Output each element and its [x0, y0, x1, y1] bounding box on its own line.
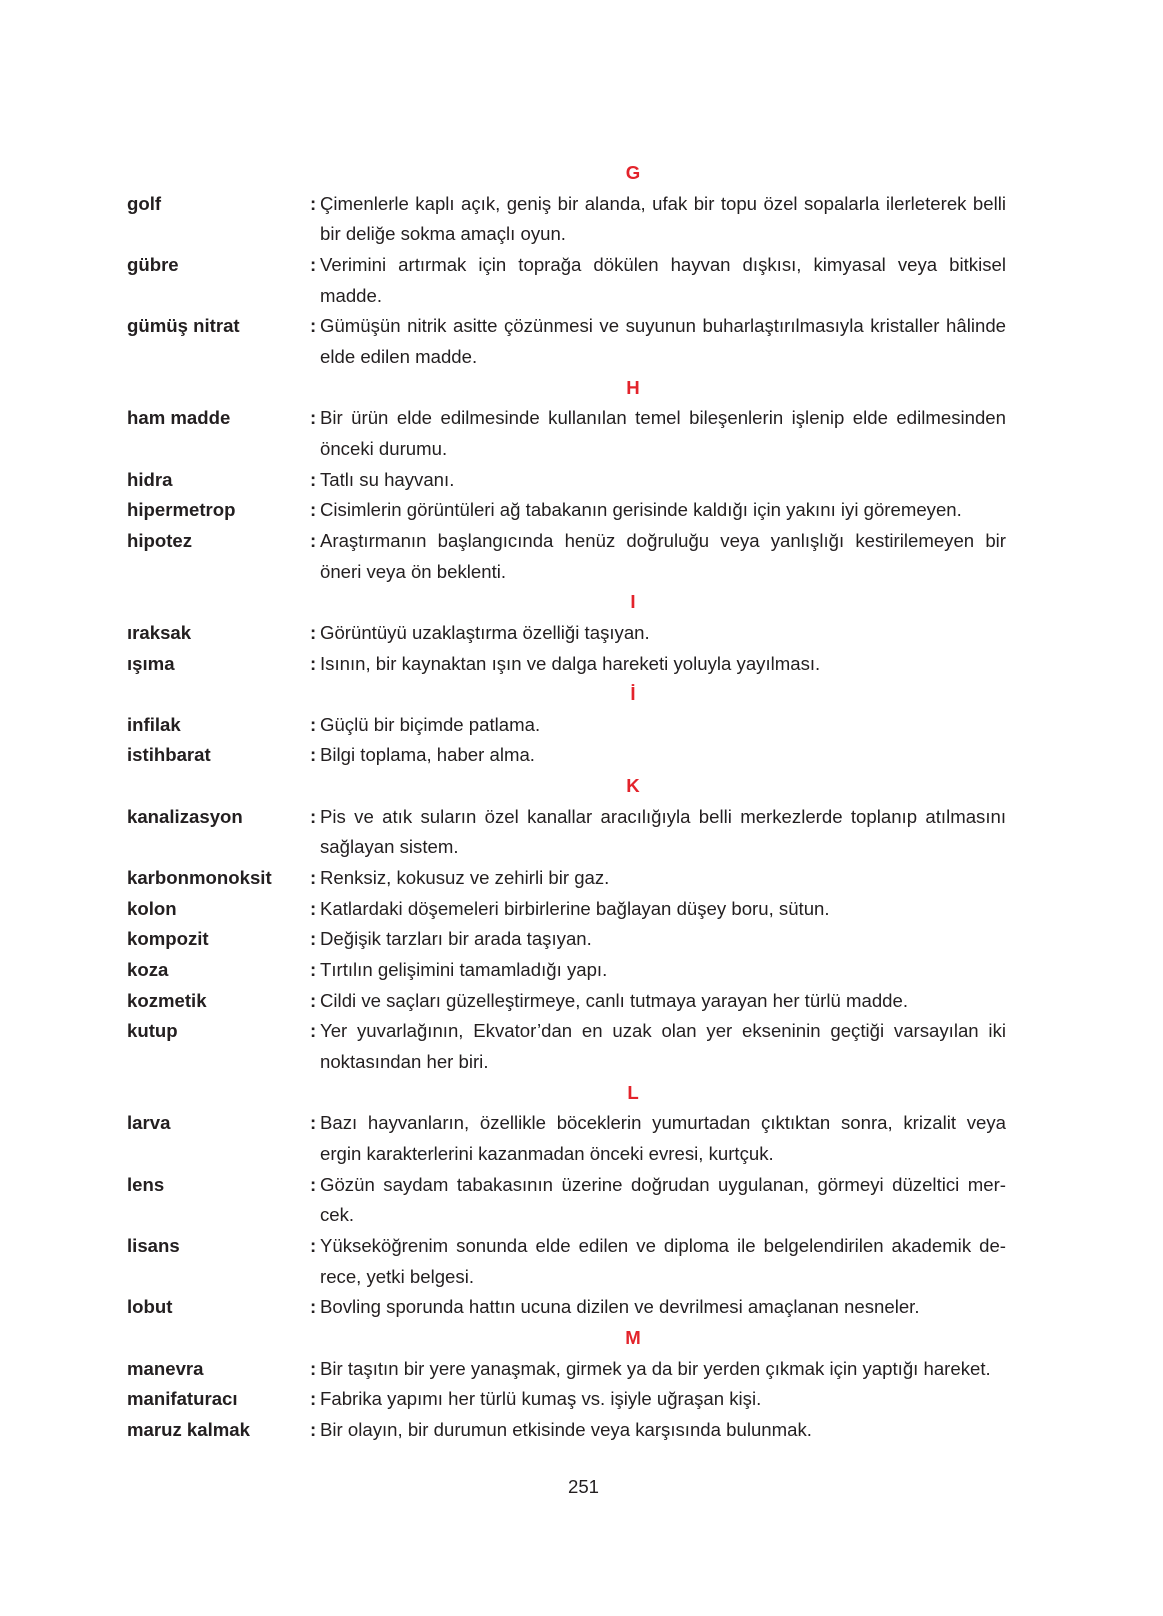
definition-line: Tatlı su hayvanı. — [320, 468, 455, 490]
definition — [310, 311, 1006, 372]
colon: : — [310, 928, 317, 950]
definition-line: Cildi ve saçları güzelleştirmeye, canlı tutmaya yarayan her türlü madde. — [320, 989, 909, 1011]
definition — [310, 1354, 1006, 1385]
definition-line: Gümüşün nitrik asitte çözünmesi ve suyunun buharlaştırılmasıyla kristaller hâlinde — [320, 315, 1006, 337]
definition-line: Verimini artırmak için toprağa dökülen hayvan dışkısı, kimyasal veya bitkisel — [320, 253, 1006, 275]
definition-line: Bir ürün elde edilmesinde kullanılan temel bileşenlerin işlenip elde edilmesinden — [320, 407, 1006, 429]
term: gübre — [127, 253, 179, 275]
colon: : — [310, 867, 317, 889]
definition — [310, 863, 1006, 894]
term: gümüş nitrat — [127, 315, 240, 337]
section-letter: K — [626, 775, 640, 797]
term: manifaturacı — [127, 1388, 238, 1410]
colon: : — [310, 253, 317, 275]
glossary-entry — [127, 894, 1007, 925]
term: hipotez — [127, 529, 193, 551]
definition-line: Güçlü bir biçimde patlama. — [320, 713, 541, 735]
term: karbonmonoksit — [127, 867, 272, 889]
definition-line: Cisimlerin görüntüleri ağ tabakanın gerisinde kaldığı için yakını iyi göremeyen. — [320, 499, 962, 521]
term: koza — [127, 959, 169, 981]
term: kanalizasyon — [127, 805, 243, 827]
glossary-entry — [127, 924, 1007, 955]
term: kutup — [127, 1020, 178, 1042]
colon: : — [310, 1173, 317, 1195]
definition-line: rece, yetki belgesi. — [320, 1265, 474, 1287]
glossary-section — [127, 1323, 1007, 1446]
definition-line: Tırtılın gelişimini tamamladığı yapı. — [320, 959, 608, 981]
term: maruz kalmak — [127, 1418, 250, 1440]
definition — [310, 802, 1006, 863]
glossary-entry — [127, 863, 1007, 894]
definition-line: sağlayan sistem. — [320, 836, 459, 858]
definition-line: Fabrika yapımı her türlü kumaş vs. işiyle uğraşan kişi. — [320, 1388, 762, 1410]
glossary-section — [127, 679, 1007, 771]
term: ham madde — [127, 407, 231, 429]
term: lisans — [127, 1234, 180, 1256]
definition — [310, 894, 1006, 925]
definition-line: Bir olayın, bir durumun etkisinde veya karşısında bulunmak. — [320, 1418, 812, 1440]
term: hidra — [127, 468, 173, 490]
section-letter: İ — [630, 683, 636, 705]
glossary-entry — [127, 526, 1007, 587]
section-letter: M — [625, 1326, 641, 1348]
term: hipermetrop — [127, 499, 236, 521]
definition-line: Bazı hayvanların, özellikle böceklerin yumurtadan çıktıktan sonra, krizalit veya — [320, 1112, 1006, 1134]
term: ışıma — [127, 652, 175, 674]
glossary-entry — [127, 1415, 1007, 1446]
definition-line: önceki durumu. — [320, 437, 448, 459]
glossary-section — [127, 587, 1007, 679]
term: kozmetik — [127, 989, 207, 1011]
definition-line: Çimenlerle kaplı açık, geniş bir alanda, ufak bir topu özel sopalarla ilerleterek belli — [320, 192, 1006, 214]
section-letter: H — [626, 376, 640, 398]
glossary-entry — [127, 802, 1007, 863]
term: istihbarat — [127, 744, 211, 766]
colon: : — [310, 959, 317, 981]
section-letter: I — [630, 591, 636, 613]
glossary — [127, 158, 1007, 1446]
glossary-entry — [127, 1016, 1007, 1077]
glossary-section — [127, 373, 1007, 588]
glossary-section — [127, 1078, 1007, 1323]
glossary-entry — [127, 311, 1007, 372]
definition — [310, 924, 1006, 955]
colon: : — [310, 499, 317, 521]
definition-line: elde edilen madde. — [320, 345, 478, 367]
section-letter: G — [625, 162, 641, 183]
glossary-entry — [127, 1292, 1007, 1323]
definition — [310, 1415, 1006, 1446]
definition — [310, 986, 1006, 1017]
term: kolon — [127, 897, 177, 919]
colon: : — [310, 468, 317, 490]
term: larva — [127, 1112, 171, 1134]
colon: : — [310, 621, 317, 643]
term: manevra — [127, 1357, 204, 1379]
colon: : — [310, 805, 317, 827]
definition — [310, 189, 1006, 250]
definition-line: cek. — [320, 1204, 355, 1226]
term: infilak — [127, 713, 181, 735]
colon: : — [310, 897, 317, 919]
definition-line: Katlardaki döşemeleri birbirlerine bağlayan düşey boru, sütun. — [320, 897, 830, 919]
definition-line: Pis ve atık suların özel kanallar aracılığıyla belli merkezlerde toplanıp atılmasını — [320, 805, 1006, 827]
glossary-entry — [127, 1108, 1007, 1169]
definition — [310, 1108, 1006, 1169]
definition — [310, 1384, 1006, 1415]
colon: : — [310, 192, 317, 214]
glossary-entry — [127, 465, 1007, 496]
definition — [310, 1292, 1006, 1323]
definition-line: bir deliğe sokma amaçlı oyun. — [320, 223, 566, 245]
colon: : — [310, 652, 317, 674]
glossary-section — [127, 158, 1007, 373]
definition — [310, 250, 1006, 311]
glossary-entry — [127, 1384, 1007, 1415]
colon: : — [310, 744, 317, 766]
definition — [310, 740, 1006, 771]
colon: : — [310, 1296, 317, 1318]
definition-line: Araştırmanın başlangıcında henüz doğruluğu veya yanlışlığı kestirilemeyen bir — [320, 529, 1006, 551]
glossary-entry — [127, 710, 1007, 741]
definition — [310, 649, 1006, 680]
page-number: 251 — [567, 1476, 600, 1497]
colon: : — [310, 315, 317, 337]
glossary-entry — [127, 250, 1007, 311]
definition-line: Renksiz, kokusuz ve zehirli bir gaz. — [320, 867, 610, 889]
glossary-section — [127, 771, 1007, 1078]
definition-line: Görüntüyü uzaklaştırma özelliği taşıyan. — [320, 621, 650, 643]
term: lobut — [127, 1296, 173, 1318]
definition — [310, 403, 1006, 464]
definition-line: Yer yuvarlağının, Ekvator’dan en uzak olan yer ekseninin geçtiği varsayılan iki — [320, 1020, 1006, 1042]
definition — [310, 955, 1006, 986]
glossary-entry — [127, 1354, 1007, 1385]
definition-line: Değişik tarzları bir arada taşıyan. — [320, 928, 592, 950]
colon: : — [310, 1234, 317, 1256]
colon: : — [310, 713, 317, 735]
glossary-entry — [127, 495, 1007, 526]
definition — [310, 465, 1006, 496]
term: kompozit — [127, 928, 209, 950]
definition — [310, 618, 1006, 649]
colon: : — [310, 407, 317, 429]
glossary-entry — [127, 740, 1007, 771]
glossary-entry — [127, 189, 1007, 250]
term: ıraksak — [127, 621, 192, 643]
definition-line: Bir taşıtın bir yere yanaşmak, girmek ya da bir yerden çıkmak için yaptığı hareket. — [320, 1357, 991, 1379]
term: golf — [127, 192, 162, 214]
colon: : — [310, 1418, 317, 1440]
definition — [310, 1231, 1006, 1292]
definition-line: ergin karakterlerini kazanmadan önceki evresi, kurtçuk. — [320, 1143, 774, 1164]
definition-line: Bilgi toplama, haber alma. — [320, 744, 535, 766]
glossary-entry — [127, 403, 1007, 464]
definition — [310, 495, 1006, 526]
glossary-entry — [127, 649, 1007, 680]
glossary-entry — [127, 955, 1007, 986]
definition-line: Gözün saydam tabakasının üzerine doğrudan uygulanan, görmeyi düzeltici mer- — [320, 1173, 1006, 1195]
definition-line: Yükseköğrenim sonunda elde edilen ve diploma ile belgelendirilen akademik de- — [320, 1234, 1006, 1256]
definition — [310, 710, 1006, 741]
glossary-entry — [127, 1231, 1007, 1292]
glossary-entry — [127, 1170, 1007, 1231]
term: lens — [127, 1173, 165, 1195]
definition — [310, 1016, 1006, 1077]
definition-line: Isının, bir kaynaktan ışın ve dalga hareketi yoluyla yayılması. — [320, 652, 821, 674]
definition — [310, 526, 1006, 587]
glossary-entry — [127, 986, 1007, 1017]
definition-line: öneri veya ön beklenti. — [320, 560, 507, 582]
colon: : — [310, 1020, 317, 1042]
section-letter: L — [627, 1081, 639, 1103]
glossary-entry — [127, 618, 1007, 649]
colon: : — [310, 1112, 317, 1134]
colon: : — [310, 529, 317, 551]
colon: : — [310, 1388, 317, 1410]
definition-line: Bovling sporunda hattın ucuna dizilen ve devrilmesi amaçlanan nesneler. — [320, 1296, 920, 1318]
definition-line: madde. — [320, 284, 383, 306]
colon: : — [310, 989, 317, 1011]
definition — [310, 1170, 1006, 1231]
definition-line: noktasından her biri. — [320, 1051, 489, 1073]
colon: : — [310, 1357, 317, 1379]
